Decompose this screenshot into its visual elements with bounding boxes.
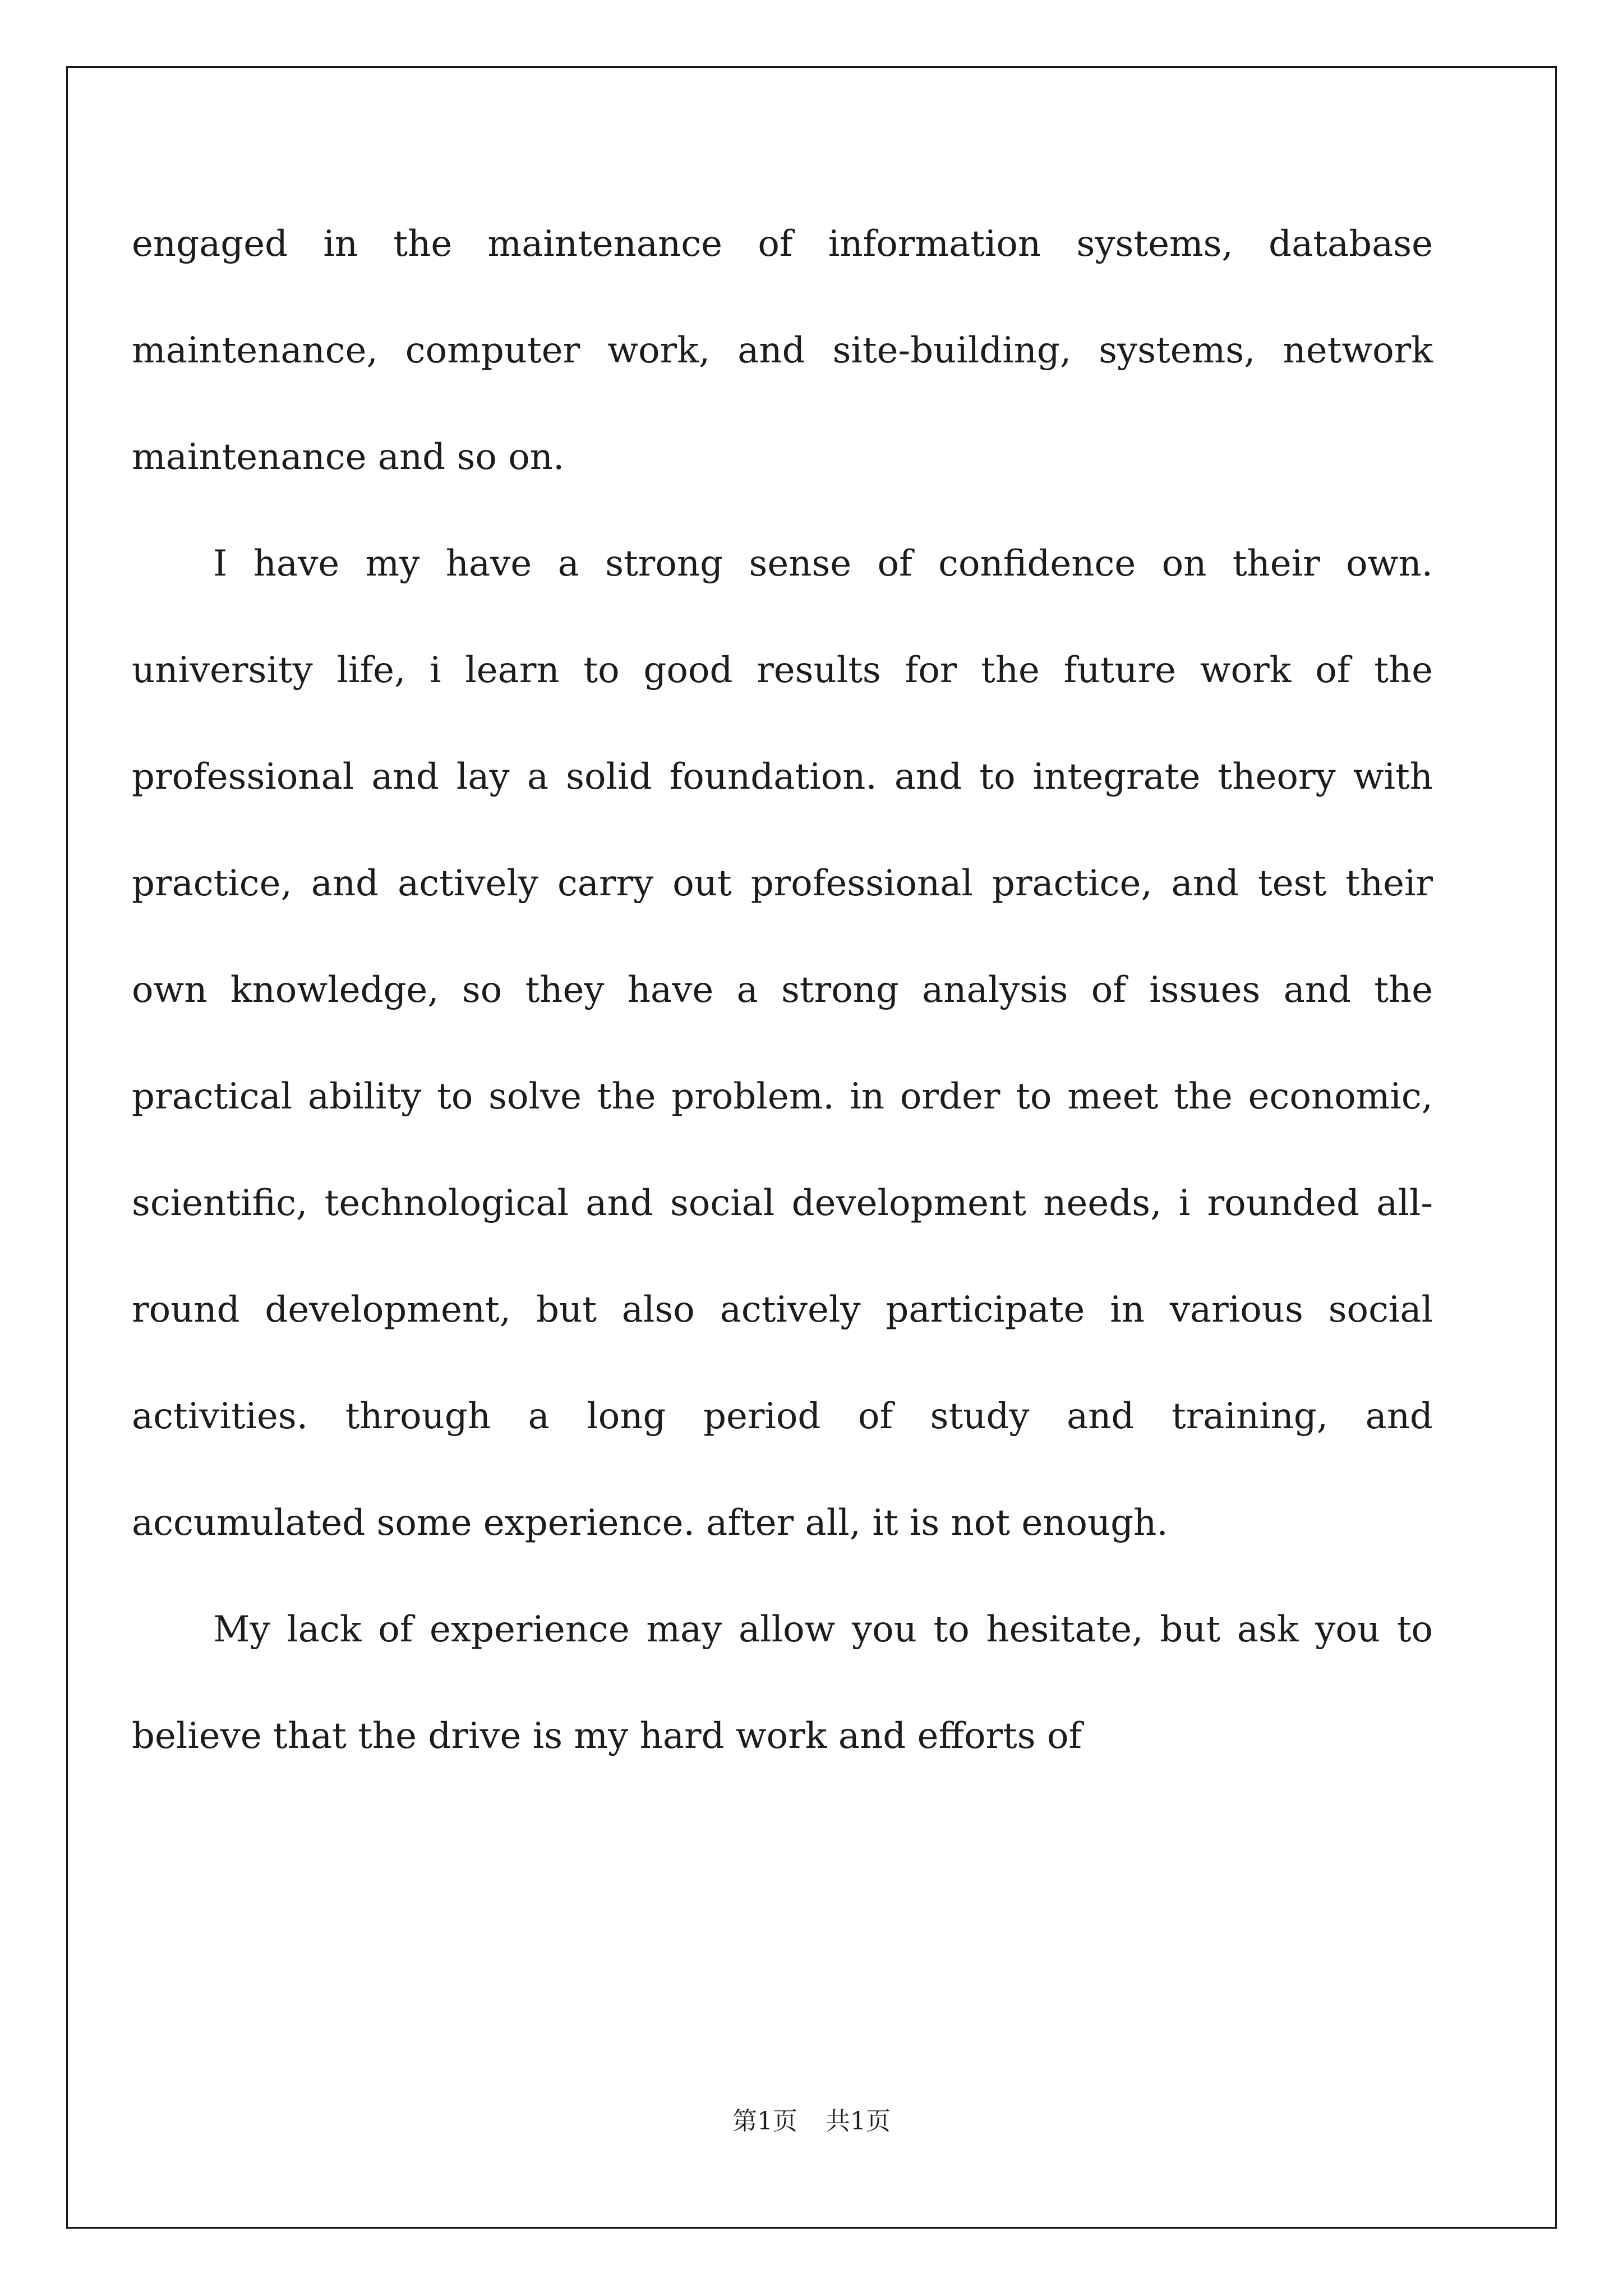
paragraph-2: I have my have a strong sense of confidence on their own. university life, i learn to good results for the future work of the professional and lay a solid foundation. and to integrate theory with practice, and actively carry out professional practice, and test their own knowledge, so they have a strong analysis of issues and the practical ability to solve the problem. in order to meet the economic, scientific, technological and social development needs, i rounded all-round development, but also actively participate in various social activities. through a long period of study and training, and accumulated some experience. after all, it is not enough. — [132, 543, 1433, 1544]
page-footer — [0, 2101, 1623, 2137]
paragraph-3: My lack of experience may allow you to hesitate, but ask you to believe that the drive is my hard work and efforts of — [132, 1609, 1433, 1757]
page-number-current: 第1页 — [732, 2107, 797, 2136]
document-body — [132, 191, 1433, 1789]
paragraph-1: engaged in the maintenance of information systems, database maintenance, computer work, and site-building, systems, network maintenance and so on. — [132, 223, 1433, 478]
page-number-total: 共1页 — [826, 2107, 891, 2136]
